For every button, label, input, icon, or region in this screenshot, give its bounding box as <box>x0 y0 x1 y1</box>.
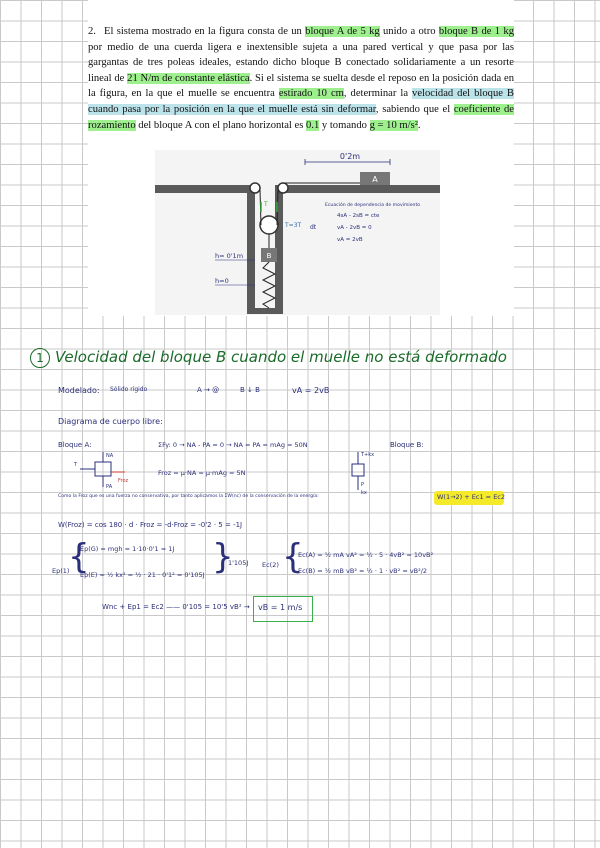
problem-segment: . <box>417 119 421 131</box>
dimension-label: 0'2m <box>339 152 361 161</box>
epg-eq: Ep(G) = mgh = 1·10·0'1 = 1J <box>80 545 175 553</box>
ep-brace-close: } <box>212 537 234 577</box>
pulley-moving <box>260 216 278 234</box>
fbd-a-f: Froz <box>118 478 129 484</box>
ep-total: 1'105J <box>228 559 249 567</box>
problem-number: 2. <box>88 26 96 37</box>
fbd-a-n: NA <box>106 453 114 459</box>
h1-label: h=0 <box>215 277 229 285</box>
bloque-a-eq2: Froz = μ·NA = μ·mAg = 5N <box>158 469 246 477</box>
bloque-a-label: Bloque A: <box>58 441 92 449</box>
problem-segment: del bloque A con el plano horizontal es <box>135 119 306 131</box>
dcl-label: Diagrama de cuerpo libre: <box>58 417 163 426</box>
problem-segment: velocidad del bloque B cuando pasa por la posición en la que el muelle está sin deformar <box>88 88 514 115</box>
fbd-a-p: PA <box>106 484 113 490</box>
h0-label: h= 0'1m <box>215 252 244 260</box>
fbd-block-a <box>70 450 150 490</box>
sist-label: Sólido rígido <box>110 386 148 393</box>
fbd-b-kx: kx <box>361 490 367 496</box>
problem-segments <box>88 26 514 131</box>
wfroz-eq: W(Froz) = cos 180 · d · Froz = -d·Froz = -0'2 · 5 = -1J <box>58 521 243 529</box>
note-dt: dt <box>310 224 317 231</box>
problem-statement <box>88 0 514 316</box>
block-b-label: B <box>266 252 272 260</box>
problem-segment: y tomando <box>319 119 370 131</box>
ec-brace: { <box>282 537 304 577</box>
block-a-label: A <box>372 175 378 184</box>
problem-segment: , sabiendo que el <box>375 103 454 115</box>
problem-segment: , determinar la <box>343 88 413 100</box>
left-wall <box>247 193 255 313</box>
eca-eq: Ec(A) = ½ mA vA² = ½ · 5 · 4vB² = 10vB² <box>298 551 434 559</box>
problem-text <box>88 24 514 133</box>
left-plane <box>155 185 255 193</box>
problem-segment: bloque B de 1 kg <box>438 26 514 37</box>
problem-segment: por medio de una cuerda ligera e inextensible sujeta a una pared vertical y que pasa por las gargantas de tres poleas ideales, estando dicho bloque B conectado solidariamente a un resorte lineal de <box>88 41 514 84</box>
result: vB = 1 m/s <box>258 603 303 612</box>
final-equation: Wnc + Ep1 = Ec2 —— 0'105 = 10'5 vB² → <box>102 603 250 611</box>
section-title <box>30 348 507 368</box>
bloque-a-eq1: ΣFy: 0 → NA - PA = 0 → NA = PA = mAg = 50N <box>158 441 308 449</box>
fbd-block-b <box>340 448 380 496</box>
section-number: 1 <box>30 348 50 368</box>
fbd-a-t: T <box>74 462 78 468</box>
problem-segment: 21 N/m de constante elástica <box>127 72 250 84</box>
problem-segment: unido a otro <box>379 26 439 37</box>
problem-segment: estirado 10 cm <box>278 88 344 100</box>
block-a-motion: A → @ <box>197 386 220 394</box>
angle-label: T=3T <box>285 222 302 229</box>
note-eq2: vA - 2vB = 0 <box>337 225 372 231</box>
fbd-b-p: P <box>361 482 365 488</box>
work-note: Como la Froz que es una fuerza no conservativa, por tanto aplicamos la ΣW(nc) de la conservación de la energía: <box>58 494 319 499</box>
pulley-left <box>250 183 260 193</box>
section-title-text: Velocidad del bloque B cuando el muelle no está deformado <box>55 348 507 366</box>
note-title: Ecuación de dependencia de movimiento <box>325 203 421 208</box>
work-equation: W(1→2) + Ec1 = Ec2 <box>437 493 506 501</box>
note-eq3: vA = 2vB <box>337 237 363 243</box>
floor <box>247 308 283 314</box>
epe-eq: Ep(E) = ½ kx² = ½ · 21 · 0'1² = 0'105J <box>80 571 205 579</box>
modelado-label: Modelado: <box>58 386 100 395</box>
va-relation: vA = 2vB <box>292 386 330 395</box>
problem-segment: coeficiente de rozamiento <box>88 103 514 131</box>
problem-segment: bloque A de 5 kg <box>305 26 380 37</box>
problem-segment: 0.1 <box>306 119 320 131</box>
ecb-eq: Ec(B) = ½ mB vB² = ½ · 1 · vB² = vB²/2 <box>298 567 428 575</box>
note-eq1: 4sA - 2sB = cte <box>337 213 380 219</box>
tension-label: T <box>264 201 268 208</box>
problem-segment: El sistema mostrado en la figura consta de un <box>104 26 306 37</box>
ep-label: Ep(1) <box>52 567 70 575</box>
fbd-b-t: T+kx <box>361 452 375 458</box>
ep-brace: { <box>68 537 90 577</box>
pulley-right <box>278 183 288 193</box>
right-plane <box>275 185 440 193</box>
figure-background <box>155 150 440 315</box>
problem-figure <box>155 150 440 315</box>
bloque-b-label: Bloque B: <box>390 441 424 449</box>
problem-segment: . Si el sistema se suelta desde el reposo en la posición dada en la figura, en la que el muelle se encuentra <box>88 72 515 100</box>
problem-segment: g = 10 m/s² <box>369 119 418 131</box>
block-b-motion: B ↓ B <box>240 386 260 394</box>
ec-label: Ec(2) <box>262 561 279 569</box>
